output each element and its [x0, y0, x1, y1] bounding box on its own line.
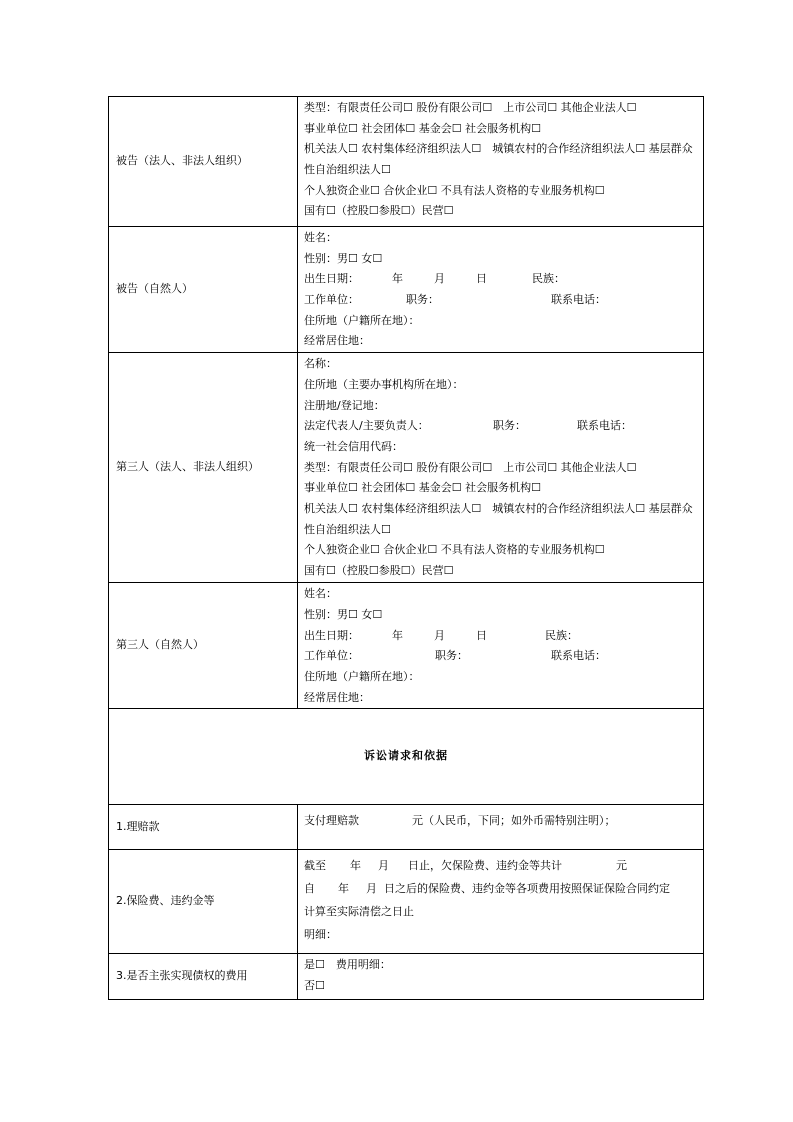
year-label: 年: [392, 272, 403, 286]
third-person-row: [109, 583, 704, 709]
org-type-line-4: 个人独资企业☐ 合伙企业☐ 不具有法人资格的专业服务机构☐: [304, 543, 605, 557]
work-line: [304, 290, 699, 311]
org-type-line-3: 机关法人☐ 农村集体经济组织法人☐ 城镇农村的合作经济组织法人☐ 基层群众性自治组织法人☐: [304, 501, 693, 536]
position-label: 职务：: [406, 293, 439, 307]
yuan-label: 元: [616, 859, 627, 873]
month-label: 月: [434, 272, 445, 286]
year-label: 年: [338, 882, 349, 896]
gender-field: 性别：男☐ 女☐: [304, 251, 383, 265]
third-org-details: [298, 353, 704, 583]
defendant-org-details: [298, 97, 704, 227]
birth-line: [304, 269, 699, 290]
defendant-person-label: 被告（自然人）: [109, 227, 298, 353]
birth-line: [304, 626, 699, 647]
third-org-label: 第三人（法人、非法人组织）: [109, 353, 298, 583]
third-person-label: 第三人（自然人）: [109, 583, 298, 709]
org-type-line-4: 个人独资企业☐ 合伙企业☐ 不具有法人资格的专业服务机构☐: [304, 183, 605, 197]
year-label: 年: [392, 628, 403, 642]
claim-2-line-3: 计算至实际清偿之日止: [304, 905, 414, 919]
representative-label: 法定代表人/主要负责人：: [304, 419, 429, 433]
from-label: 自: [304, 882, 315, 896]
claim-2-details-label: 明细：: [304, 928, 337, 942]
section-heading-row: [109, 709, 704, 805]
domicile-field: 住所地（户籍所在地）：: [304, 313, 420, 327]
month-label: 月: [378, 859, 389, 873]
domicile-field: 住所地（户籍所在地）：: [304, 669, 420, 683]
registration-field: 注册地/登记地：: [304, 398, 385, 412]
birth-date-label: 出生日期：: [304, 628, 359, 642]
claim-1-details: [298, 805, 704, 850]
org-address-field: 住所地（主要办事机构所在地）：: [304, 377, 464, 391]
third-org-row: [109, 353, 704, 583]
claim-1-row: [109, 805, 704, 850]
subsequent-fees-text: 日之后的保险费、违约金等各项费用按照保证保险合同约定: [384, 882, 670, 896]
claim-3-no-option: 否☐: [304, 978, 325, 992]
defendant-person-row: [109, 227, 704, 353]
gender-field: 性别：男☐ 女☐: [304, 607, 383, 621]
day-label: 日: [476, 628, 487, 642]
work-unit-label: 工作单位：: [304, 649, 359, 663]
phone-label: 联系电话：: [577, 419, 632, 433]
claim-3-details: [298, 954, 704, 1000]
defendant-org-row: [109, 97, 704, 227]
claim-3-label: 3.是否主张实现债权的费用: [109, 954, 298, 1000]
position-label: 职务：: [493, 419, 526, 433]
org-name-field: 名称：: [304, 357, 337, 371]
defendant-org-label: 被告（法人、非法人组织）: [109, 97, 298, 227]
name-field: 姓名：: [304, 231, 337, 244]
work-line: [304, 646, 699, 667]
phone-label: 联系电话：: [551, 293, 606, 307]
org-type-line-3: 机关法人☐ 农村集体经济组织法人☐ 城镇农村的合作经济组织法人☐ 基层群众性自治组织法人☐: [304, 142, 693, 177]
name-field: 姓名：: [304, 587, 337, 601]
month-label: 月: [366, 882, 377, 896]
claim-2-label: 2.保险费、违约金等: [109, 850, 298, 954]
org-type-line-5: 国有☐（控股☐参股☐）民营☐: [304, 564, 454, 578]
premium-total-text: 日止，欠保险费、违约金等共计: [408, 859, 562, 873]
year-label: 年: [350, 859, 361, 873]
residence-field: 经常居住地：: [304, 334, 370, 348]
claim-2-details: [298, 850, 704, 954]
position-label: 职务：: [435, 649, 468, 663]
day-label: 日: [476, 272, 487, 286]
claim-1-line: [304, 811, 699, 832]
phone-label: 联系电话：: [551, 649, 606, 663]
credit-code-field: 统一社会信用代码：: [304, 439, 403, 453]
ethnicity-label: 民族：: [532, 272, 565, 286]
month-label: 月: [434, 628, 445, 642]
work-unit-label: 工作单位：: [304, 293, 359, 307]
claim-1-text: 支付理赔款: [304, 814, 359, 828]
claim-1-currency-note: 元（人民币，下同；如外币需特别注明）；: [412, 814, 616, 828]
defendant-person-details: [298, 227, 704, 353]
ethnicity-label: 民族：: [545, 628, 578, 642]
representative-line: [304, 416, 699, 437]
org-type-line-2: 事业单位☐ 社会团体☐ 基金会☐ 社会服务机构☐: [304, 121, 541, 135]
section-title: 诉讼请求和依据: [109, 709, 704, 805]
birth-date-label: 出生日期：: [304, 272, 359, 286]
claim-3-yes-option: 是☐ 费用明细：: [304, 958, 391, 972]
claim-2-line-2: [304, 877, 699, 900]
residence-field: 经常居住地：: [304, 690, 370, 704]
third-person-details: [298, 583, 704, 709]
claim-1-label: 1.理赔款: [109, 805, 298, 850]
org-type-line-5: 国有☐（控股☐参股☐）民营☐: [304, 204, 454, 218]
org-type-line-1: 类型：有限责任公司☐ 股份有限公司☐ 上市公司☐ 其他企业法人☐: [304, 101, 637, 114]
org-type-line-2: 事业单位☐ 社会团体☐ 基金会☐ 社会服务机构☐: [304, 481, 541, 495]
claim-3-row: [109, 954, 704, 1000]
org-type-line-1: 类型：有限责任公司☐ 股份有限公司☐ 上市公司☐ 其他企业法人☐: [304, 460, 637, 474]
complaint-form-table: [108, 96, 704, 1000]
as-of-label: 截至: [304, 859, 326, 873]
claim-2-line-1: [304, 854, 699, 877]
claim-2-row: [109, 850, 704, 954]
